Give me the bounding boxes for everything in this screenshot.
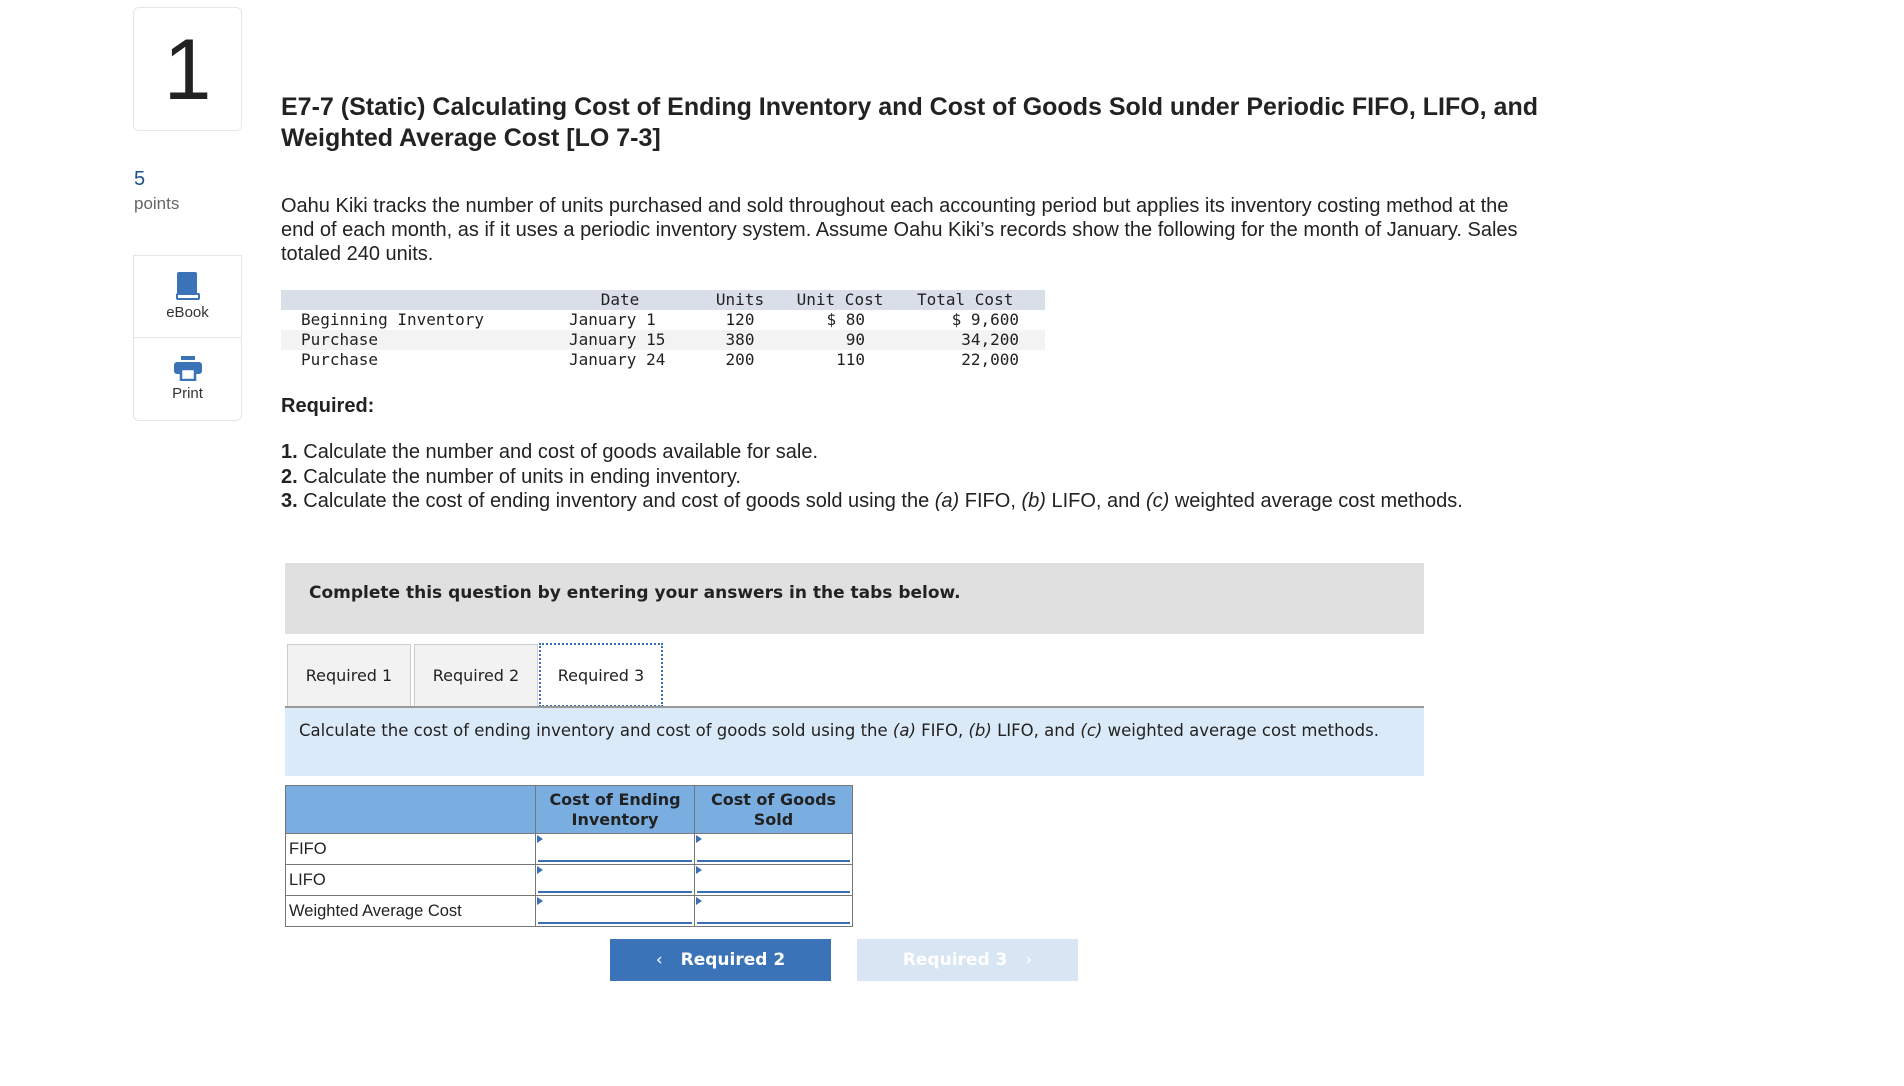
cell-desc: Beginning Inventory xyxy=(301,310,485,329)
cell-units: 120 xyxy=(725,310,755,329)
cell xyxy=(695,896,853,927)
cell xyxy=(536,834,695,865)
prompt-text: FIFO, xyxy=(915,721,969,740)
req-num: 2. xyxy=(281,465,298,488)
cell-unit-cost: 90 xyxy=(845,330,865,349)
row-label: LIFO xyxy=(286,865,536,896)
tab-required-2[interactable]: Required 2 xyxy=(414,644,538,706)
cell-date: January 15 xyxy=(569,330,666,349)
prompt-text: LIFO, and xyxy=(991,721,1081,740)
tab-required-3[interactable]: Required 3 xyxy=(539,643,663,707)
row-label: FIFO xyxy=(286,834,536,865)
fifo-cogs-input[interactable] xyxy=(697,836,850,862)
cell xyxy=(695,865,853,896)
prompt-text: Calculate the cost of ending inventory and cost of goods sold using the xyxy=(299,721,893,740)
col-header-units: Units xyxy=(715,290,765,309)
points-label: points xyxy=(134,194,180,213)
requirement-item xyxy=(281,465,1463,490)
answer-table xyxy=(285,785,853,927)
req-text: FIFO, xyxy=(959,490,1022,512)
chevron-right-icon: › xyxy=(1025,950,1033,970)
cell-total-cost: $ 9,600 xyxy=(951,310,1019,329)
problem-title: E7-7 (Static) Calculating Cost of Ending Inventory and Cost of Goods Sold under Periodic FIFO, LIFO, and Weighted Average Cost [LO 7-3] xyxy=(281,93,1539,152)
answer-row-fifo xyxy=(286,834,853,865)
next-label: Required 3 xyxy=(902,950,1008,970)
req-text: Calculate the cost of ending inventory and cost of goods sold using the xyxy=(303,490,935,512)
col-header-date: Date xyxy=(600,290,640,309)
answer-row-lifo xyxy=(286,865,853,896)
cell-total-cost: 22,000 xyxy=(961,350,1019,369)
row-label: Weighted Average Cost xyxy=(286,896,536,927)
cell-units: 200 xyxy=(725,350,755,369)
table-row xyxy=(281,350,1045,370)
answer-header-cogs: Cost of Goods Sold xyxy=(695,786,853,834)
print-button[interactable] xyxy=(133,337,242,421)
printer-icon xyxy=(174,356,202,381)
col-header-total-cost: Total Cost xyxy=(917,290,1014,309)
cell-unit-cost: 110 xyxy=(836,350,865,369)
cell xyxy=(536,896,695,927)
req-text: LIFO, and xyxy=(1045,490,1146,512)
ebook-label: eBook xyxy=(166,304,209,321)
lifo-ending-inventory-input[interactable] xyxy=(538,867,692,893)
req-num: 3. xyxy=(281,490,298,512)
problem-intro: Oahu Kiki tracks the number of units purchased and sold throughout each accounting period but applies its inventory costing method at the end of each month, as if it uses a periodic inventory system. Assume Oahu Kiki’s records show the following for the month of January. Sales totaled 240 units. xyxy=(281,195,1518,265)
question-number: 1 xyxy=(133,7,242,131)
requirements-list xyxy=(281,440,1463,514)
req-num: 1. xyxy=(281,441,298,463)
req-text: (c) xyxy=(1145,490,1170,512)
cell-desc: Purchase xyxy=(301,330,379,349)
prompt-text: weighted average cost methods. xyxy=(1102,721,1379,740)
answer-header-blank xyxy=(286,786,536,834)
cell-units: 380 xyxy=(725,330,755,349)
next-required-button[interactable] xyxy=(857,939,1078,981)
chevron-left-icon: ‹ xyxy=(655,950,663,970)
requirement-item xyxy=(281,489,1463,514)
req-text: Calculate the number of units in ending inventory. xyxy=(303,465,741,488)
req-text: weighted average cost methods. xyxy=(1169,490,1463,512)
wac-ending-inventory-input[interactable] xyxy=(538,898,692,924)
ebook-button[interactable] xyxy=(133,255,242,338)
required-heading: Required: xyxy=(281,395,375,417)
prev-required-button[interactable] xyxy=(610,939,831,981)
answer-row-weighted-average xyxy=(286,896,853,927)
fifo-ending-inventory-input[interactable] xyxy=(538,836,692,862)
points-value: 5 xyxy=(134,168,146,190)
table-row xyxy=(281,330,1045,350)
cell-date: January 24 xyxy=(569,350,666,369)
book-icon xyxy=(176,272,200,300)
cell-date: January 1 xyxy=(569,310,656,329)
cell xyxy=(536,865,695,896)
cell xyxy=(695,834,853,865)
lifo-cogs-input[interactable] xyxy=(697,867,850,893)
cell-total-cost: 34,200 xyxy=(961,330,1019,349)
answer-header-ending-inventory: Cost of Ending Inventory xyxy=(536,786,695,834)
wac-cogs-input[interactable] xyxy=(697,898,850,924)
prompt-text: (a) xyxy=(892,721,916,740)
prev-label: Required 2 xyxy=(680,950,786,970)
table-row xyxy=(281,310,1045,330)
tab-required-1[interactable]: Required 1 xyxy=(287,644,411,706)
prompt-text: (c) xyxy=(1080,721,1103,740)
cell-desc: Purchase xyxy=(301,350,379,369)
req-text: Calculate the number and cost of goods available for sale. xyxy=(303,441,819,463)
instruction-banner: Complete this question by entering your answers in the tabs below. xyxy=(285,563,1424,634)
print-label: Print xyxy=(172,385,203,402)
req-text: (b) xyxy=(1021,490,1046,512)
col-header-unit-cost: Unit Cost xyxy=(796,290,884,309)
tab-prompt xyxy=(285,708,1424,776)
prompt-text: (b) xyxy=(968,721,992,740)
col-header xyxy=(281,290,545,310)
inventory-table xyxy=(281,290,1045,370)
req-text: (a) xyxy=(934,490,960,512)
cell-unit-cost: $ 80 xyxy=(826,310,865,329)
requirement-item xyxy=(281,440,1463,465)
